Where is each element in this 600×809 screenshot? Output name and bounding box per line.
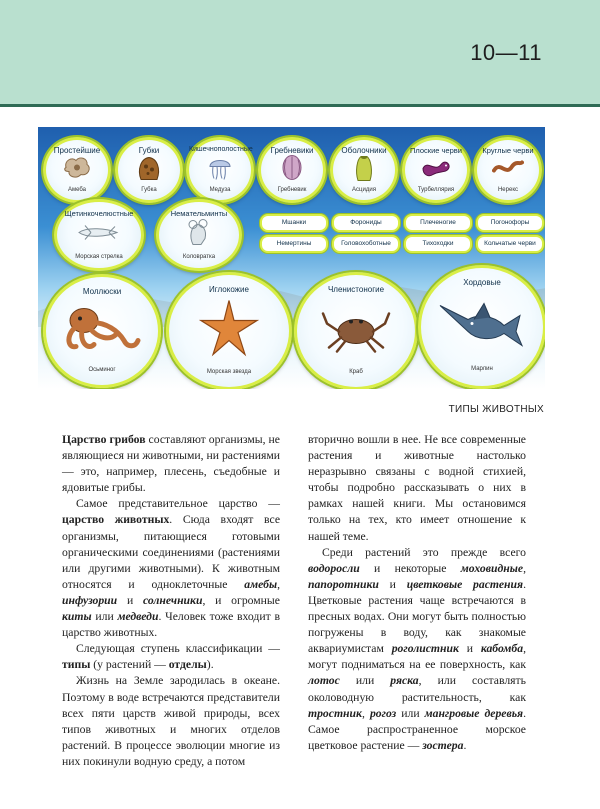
italic-term: зостера [422, 738, 464, 752]
roundworm-icon [492, 157, 524, 184]
text-run: или [396, 706, 425, 720]
paragraph [62, 673, 280, 770]
disc-label: Марлин [471, 366, 493, 372]
paragraph [62, 496, 280, 641]
bold-term: типы [62, 658, 91, 672]
text-run: (у растений — [90, 658, 169, 672]
text-run: и [117, 593, 143, 607]
marlin-icon [438, 298, 526, 357]
disc-label: Коловратка [182, 254, 216, 260]
bold-term: Царство грибов [62, 433, 146, 446]
phylum-pill: Погонофоры [476, 214, 544, 232]
text-run: . Человек тоже входит в царство животных. [62, 610, 281, 640]
italic-term: амебы [244, 577, 278, 591]
text-run: Жизнь на Земле зародилась в океане. Поэтому в воде встречаются представители всех пяти царств живой природы, всех типов животных и многих отделов растений. В процессе эволюции многие из них покинули водную среду, а потом [62, 674, 280, 768]
disc-label: Нерекс [497, 187, 519, 193]
disc-label: Асцидия [352, 187, 376, 193]
text-run: , [523, 561, 526, 575]
text-column-left [62, 432, 280, 770]
jellyfish-icon [207, 155, 233, 186]
disc-title: Моллюски [82, 287, 122, 296]
disc-label: Медуза [209, 187, 231, 193]
disc-protozoa [43, 137, 111, 203]
disc-title: Гребневики [270, 146, 314, 155]
disc-title: Хордовые [463, 278, 501, 287]
comb-jelly-icon [279, 154, 305, 187]
page-number: 10—11 [470, 40, 542, 65]
italic-term: медведи [117, 610, 159, 624]
disc-ctenophora [258, 137, 326, 203]
italic-term: тростник [308, 706, 362, 720]
disc-arthropoda [294, 272, 418, 389]
animal-types-illustration [38, 127, 545, 389]
italic-term: солнечники [142, 593, 203, 607]
text-run: и [378, 577, 407, 591]
text-run: , [277, 577, 280, 591]
arrow-worm-icon [77, 223, 121, 248]
text-run: , и огромные [202, 593, 280, 607]
figure-caption: ТИПЫ ЖИВОТНЫХ [448, 404, 544, 415]
italic-term: инфузории [62, 593, 118, 607]
text-run: и некоторые [359, 561, 461, 575]
text-run: Самое представительное царство — [76, 497, 280, 511]
sponge-icon [135, 155, 163, 186]
text-run: , или составлять околоводную растительность, как [308, 674, 526, 704]
disc-title: Щетинкочелюстные [64, 209, 134, 218]
phylum-pill: Тихоходки [404, 235, 472, 253]
disc-label: Морская стрелка [75, 254, 123, 260]
text-run: . Цветковые растения чаще встречаются в пресных водах. Они могут быть полностью погружены в воду, как знакомые аквариумистам [308, 577, 526, 656]
disc-nemathelminthes [156, 199, 242, 271]
disc-title: Простейшие [53, 146, 101, 155]
disc-chaetognatha [54, 199, 144, 271]
disc-title: Губки [138, 146, 160, 155]
text-column-right [308, 432, 526, 754]
disc-title: Оболочники [341, 146, 387, 155]
text-run: , [361, 706, 370, 720]
phylum-pill: Кольчатые черви [476, 235, 544, 253]
starfish-icon [199, 299, 259, 364]
disc-label: Морская звезда [206, 369, 252, 375]
paragraph [62, 641, 280, 673]
italic-term: рогоз [369, 706, 397, 720]
italic-term: папоротники [308, 577, 379, 591]
italic-term: моховидные [460, 561, 524, 575]
disc-label: Губка [141, 187, 157, 193]
phylum-pill: Мшанки [260, 214, 328, 232]
disc-title: Кишечнополостные [189, 146, 253, 153]
text-run: , могут подниматься на ее поверхность, как [308, 642, 526, 672]
text-run: составляют организмы, не являющиеся ни животными, ни растениями — это, например, плесень, съедобные и ядовитые грибы. [62, 433, 280, 495]
text-run: . Сюда входят все организмы, питающиеся готовыми органическими соединениями (растениями или другими животными). К животным относятся и одноклеточные [62, 513, 281, 591]
disc-label: Амеба [67, 187, 87, 193]
ascidian-icon [351, 154, 377, 187]
amoeba-icon [62, 155, 92, 186]
italic-term: цветковые растения [406, 577, 524, 591]
disc-sponges [115, 137, 183, 203]
italic-term: ряска [390, 674, 419, 688]
disc-chordata [418, 265, 545, 389]
paragraph [62, 432, 280, 496]
disc-label: Турбеллярия [417, 187, 455, 193]
disc-label: Гребневик [277, 187, 307, 193]
text-run: и [458, 642, 481, 656]
header-divider [0, 104, 600, 107]
text-run: Следующая ступень классификации — [76, 642, 280, 656]
paragraph [308, 545, 526, 754]
italic-term: водоросли [308, 561, 360, 575]
text-run: ). [206, 658, 214, 672]
disc-title: Членистоногие [327, 285, 385, 294]
flatworm-icon [421, 157, 451, 184]
disc-echinodermata [166, 272, 292, 389]
disc-label: Осьминог [88, 367, 116, 373]
text-run: или [339, 674, 391, 688]
disc-title: Немательминты [170, 209, 228, 218]
italic-term: роголистник [391, 642, 459, 656]
disc-title: Плоские черви [410, 146, 462, 155]
phylum-pill: Немертины [260, 235, 328, 253]
disc-cnidaria [186, 137, 254, 203]
disc-title: Иглокожие [209, 285, 249, 294]
text-run: Среди растений это прежде всего [322, 545, 526, 559]
bold-term: отделы [168, 658, 207, 672]
rotifer-icon [183, 219, 215, 252]
italic-term: лотос [308, 674, 340, 688]
text-run: . [463, 738, 467, 752]
disc-label: Краб [349, 369, 363, 375]
bold-term: царство животных [62, 513, 170, 527]
italic-term: мангровые деревья [424, 706, 524, 720]
italic-term: кабомба [480, 642, 524, 656]
text-run: вторично вошли в нее. Не все современные растения и животные настолько неразрывно связаны с водной стихией, чтобы подробно рассказывать о них в рамках нашей книги. Мы остановимся только на тех, кто имеет отношение к нашей теме. [308, 433, 526, 543]
disc-flatworms [402, 137, 470, 203]
crab-icon [321, 304, 391, 359]
octopus-icon [62, 301, 142, 362]
text-run: . Самое распространенное морское цветковое растение — [308, 706, 526, 752]
paragraph [308, 432, 526, 545]
phylum-pill: Форониды [332, 214, 400, 232]
disc-title: Круглые черви [482, 146, 534, 155]
disc-tunicata [330, 137, 398, 203]
disc-mollusca [43, 274, 161, 388]
italic-term: киты [62, 610, 92, 624]
text-run: или [91, 610, 118, 624]
phylum-pill: Головохоботные [332, 235, 400, 253]
phylum-pill: Плеченогие [404, 214, 472, 232]
disc-roundworms [474, 137, 542, 203]
